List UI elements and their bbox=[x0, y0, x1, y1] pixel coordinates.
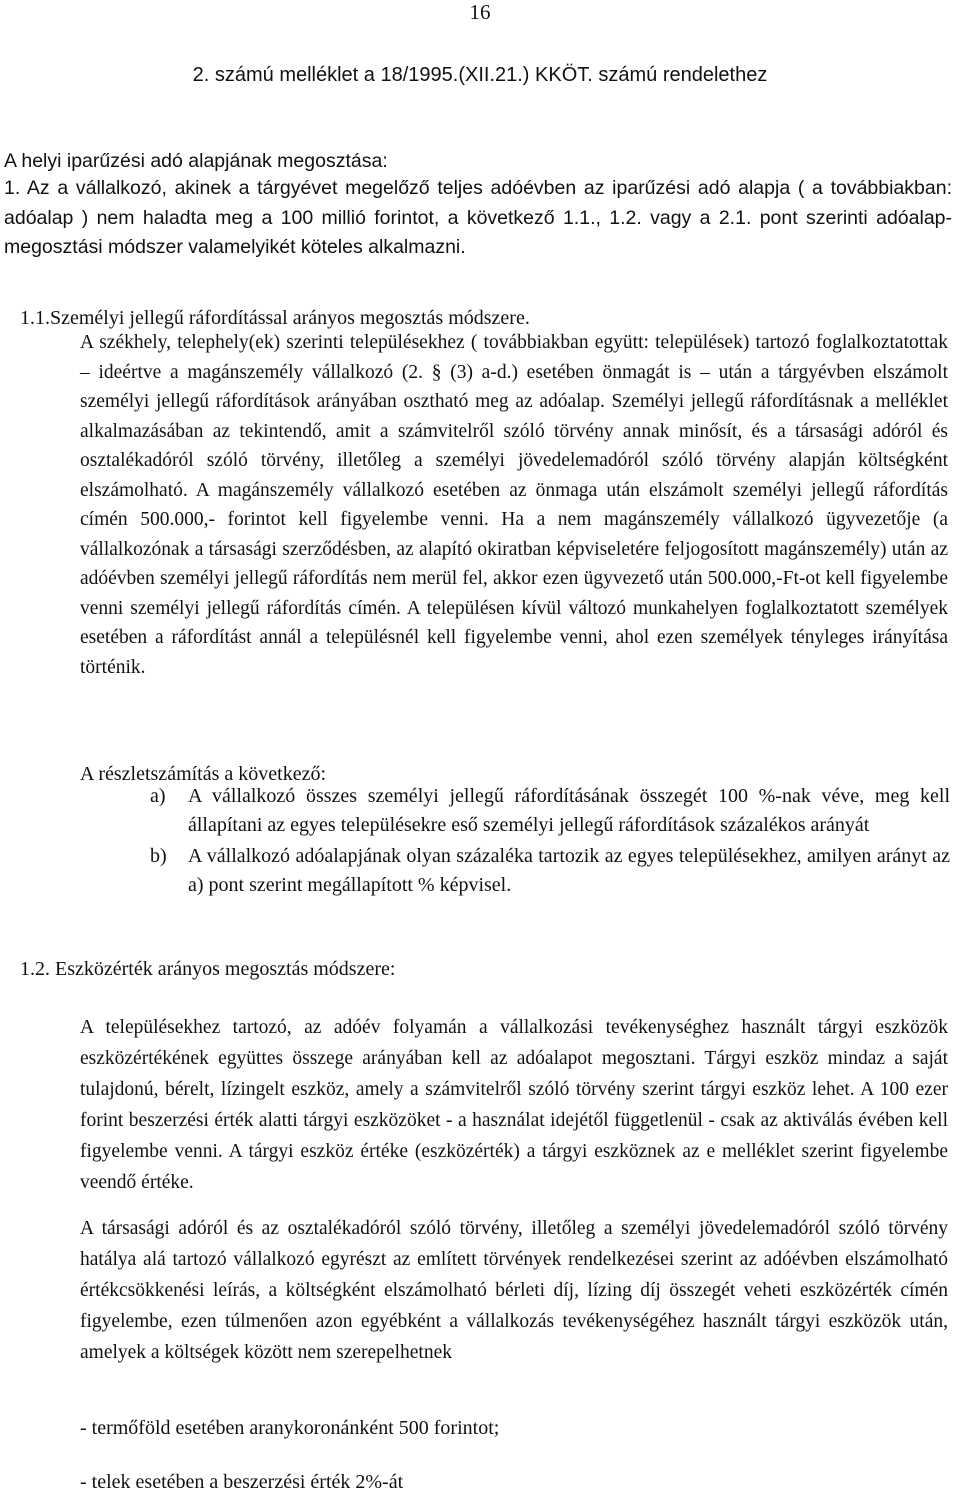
section-1-1-title: 1.1.Személyi jellegű ráfordítással arányos megosztás módszere. bbox=[20, 307, 530, 329]
page-number: 16 bbox=[469, 0, 491, 24]
list-item bbox=[150, 842, 950, 900]
list-item-text: A vállalkozó adóalapjának olyan százaléka tartozik az egyes településekhez, amilyen arányt az a) pont szerint megállapított % képvisel. bbox=[188, 845, 950, 896]
bullet-arable-land: - termőföld esetében aranykoronánként 500 forintot; bbox=[80, 1417, 500, 1439]
annex-title: 2. számú melléklet a 18/1995.(XII.21.) KKÖT. számú rendelethez bbox=[192, 64, 768, 86]
detail-heading: A részletszámítás a következő: bbox=[80, 763, 327, 785]
intro-paragraph: 1. Az a vállalkozó, akinek a tárgyévet megelőző teljes adóévben az iparűzési adó alapja ( a továbbiakban: adóalap ) nem haladta meg a 100 millió forintot, a következő 1.1., 1.2. vagy a 2.1. pont szerinti adóalap-megosztási módszer valamelyikét köteles alkalmazni. bbox=[4, 177, 952, 258]
bullet-plot: - telek esetében a beszerzési érték 2%-át bbox=[80, 1471, 404, 1493]
section-1-2-paragraph-1: A településekhez tartozó, az adóév folyamán a vállalkozási tevékenységhez használt tárgyi eszközök eszközértékének együttes összege arányában kell az adóalapot megosztani. Tárgyi eszköz mindaz a saját tulajdonú, bérelt, lízingelt eszköz, amely a számvitelről szóló törvény szerint tárgyi eszköz lehet. A 100 ezer forint beszerzési érték alatti tárgyi eszközöket - a használat idejétől függetlenül - csak az aktiválás évében kell figyelembe venni. A tárgyi eszköz értéke (eszközérték) a tárgyi eszköznek az e melléklet szerint figyelembe veendő értéke. bbox=[80, 1017, 948, 1193]
list-item-marker: a) bbox=[150, 785, 166, 807]
section-1-2-paragraph-2: A társasági adóról és az osztalékadóról szóló törvény, illetőleg a személyi jövedelemadóról szóló törvény hatálya alá tartozó vállalkozó egyrészt az említett törvények rendelkezései szerint az adóévben elszámolható értékcsökkenési leírás, a költségként elszámolható bérleti díj, lízing díj összegét veheti eszközérték címén figyelembe, ezen túlmenően azon egyébként a vállalkozás tevékenységéhez használt tárgyi eszközök után, amelyek a költségek között nem szerepelhetnek bbox=[80, 1218, 948, 1363]
list-item-text: A vállalkozó összes személyi jellegű ráfordításának összegét 100 %-nak véve, meg kell állapítani az egyes településekre eső személyi jellegű ráfordítások százalékos arányát bbox=[188, 785, 950, 836]
section-1-1-paragraph: A székhely, telephely(ek) szerinti településekhez ( továbbiakban együtt: települések) tartozó foglalkoztatottak – ideértve a magánszemély vállalkozó (2. § (3) a-d.) esetében önmagát is – után a tárgyévben elszámolt személyi jellegű ráfordítások arányában osztható meg az adóalap. Személyi jellegű ráfordításnak a melléklet alkalmazásában az tekintendő, amit a számvitelről szóló törvény annak minősít, és a társasági adóról és osztalékadóról szóló törvény, illetőleg a személyi jövedelemadóról szóló törvény alapján költségként elszámolható. A magánszemély vállalkozó esetében az önmaga után elszámolt személyi jellegű ráfordítás címén 500.000,- forintot kell figyelembe venni. Ha a nem magánszemély vállalkozó ügyvezetője (a vállalkozónak a társasági szerződésben, az alapító okiratban képviseletére feljogosított magánszemély) után az adóévben személyi jellegű ráfordítás nem merül fel, akkor ezen ügyvezető után 500.000,-Ft-ot kell figyelembe venni személyi jellegű ráfordítás címén. A településen kívül változó munkahelyen foglalkoztatott személyek esetében a ráfordítást annál a településnél kell figyelembe venni, ahol ezen személyek tényleges irányítása történik. bbox=[80, 332, 948, 678]
detail-list bbox=[150, 782, 950, 900]
list-item bbox=[150, 782, 950, 840]
intro-heading: A helyi iparűzési adó alapjának megosztása: bbox=[4, 150, 388, 172]
section-1-2-title: 1.2. Eszközérték arányos megosztás módszere: bbox=[20, 958, 396, 980]
list-item-marker: b) bbox=[150, 845, 167, 867]
